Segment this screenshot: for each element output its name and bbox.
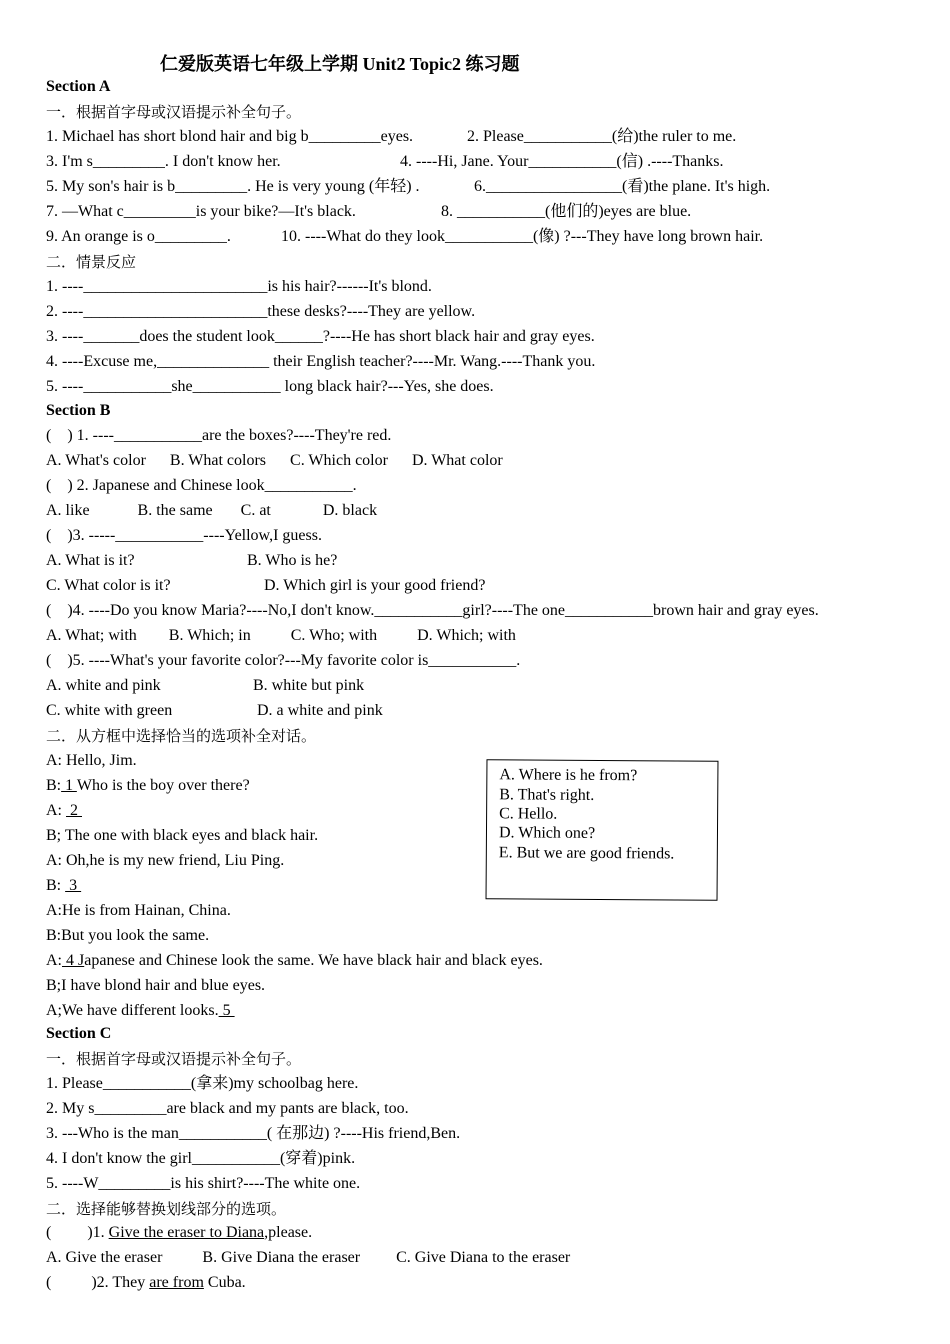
exercise-line: 9. An orange is o_________. 10. ----What do they look___________(像) ?---They have long brown hair. <box>46 228 764 245</box>
instruction: 一．根据首字母或汉语提示补全句子。 <box>46 1050 302 1068</box>
exercise-line: 5. My son's hair is b_________. He is very young (年轻) . 6._________________(看)the plane. It's high. <box>46 178 771 195</box>
section-a-heading: Section A <box>46 78 111 95</box>
options: C. What color is it? D. Which girl is your good friend? <box>46 577 486 594</box>
exercise-line: 3. ----_______does the student look______?----He has short black hair and gray eyes. <box>46 328 595 345</box>
question: ( ) 2. Japanese and Chinese look___________. <box>46 477 357 494</box>
underlined-phrase: Give the eraser to Diana <box>108 1224 265 1241</box>
box-option: B. That's right. <box>499 786 595 804</box>
instruction: 二．情景反应 <box>46 253 137 271</box>
dialogue-line: A: 4 Japanese and Chinese look the same. We have black hair and black eyes. <box>46 952 543 969</box>
blank-3: 3 <box>65 877 82 894</box>
options: A. Give the eraser B. Give Diana the eraser C. Give Diana to the eraser <box>46 1249 571 1266</box>
section-c-heading: Section C <box>46 1025 112 1042</box>
options: A. What is it? B. Who is he? <box>46 552 338 569</box>
exercise-line: 4. ----Excuse me,______________ their English teacher?----Mr. Wang.----Thank you. <box>46 353 596 370</box>
blank-5: 5 <box>218 1002 235 1019</box>
exercise-line: 5. ----W_________is his shirt?----The white one. <box>46 1175 361 1192</box>
options: A. like B. the same C. at D. black <box>46 502 378 519</box>
options: A. What's color B. What colors C. Which color D. What color <box>46 452 503 469</box>
instruction: 二．选择能够替换划线部分的选项。 <box>46 1200 287 1218</box>
instruction: 二．从方框中选择恰当的选项补全对话。 <box>46 727 317 745</box>
dialogue-line: A: 2 <box>46 802 82 819</box>
exercise-line: 2. ----_______________________these desks?----They are yellow. <box>46 303 476 320</box>
blank-1: 1 <box>61 777 77 794</box>
question: ( )3. -----___________----Yellow,I guess. <box>46 527 322 544</box>
instruction: 一．根据首字母或汉语提示补全句子。 <box>46 103 302 121</box>
blank-2: 2 <box>66 802 82 819</box>
question: ( )2. They are from Cuba. <box>46 1274 246 1291</box>
exercise-line: 3. ---Who is the man___________( 在那边) ?----His friend,Ben. <box>46 1125 461 1142</box>
options: A. What; with B. Which; in C. Who; with D. Which; with <box>46 627 516 644</box>
question: ( ) 1. ----___________are the boxes?----They're red. <box>46 427 392 444</box>
underlined-phrase: are from <box>149 1274 204 1291</box>
blank-4: 4 J <box>62 952 85 969</box>
dialogue-line: B;I have blond hair and blue eyes. <box>46 977 266 994</box>
dialogue-line: A:He is from Hainan, China. <box>46 902 231 919</box>
exercise-line: 4. I don't know the girl___________(穿着)pink. <box>46 1150 356 1167</box>
exercise-line: 2. My s_________are black and my pants are black, too. <box>46 1100 409 1117</box>
dialogue-line: B: 3 <box>46 877 82 894</box>
page-title: 仁爱版英语七年级上学期 Unit2 Topic2 练习题 <box>160 54 520 74</box>
box-option: D. Which one? <box>498 824 596 842</box>
exercise-line: 7. —What c_________is your bike?—It's black. 8. ___________(他们的)eyes are blue. <box>46 203 692 220</box>
question: ( )4. ----Do you know Maria?----No,I don't know.___________girl?----The one___________brown hair and gray eyes. <box>46 602 819 619</box>
options: A. white and pink B. white but pink <box>46 677 365 694</box>
dialogue-line: B: 1 Who is the boy over there? <box>46 777 250 794</box>
dialogue-line: A;We have different looks. 5 <box>46 1002 235 1019</box>
box-option: C. Hello. <box>499 805 558 823</box>
options: C. white with green D. a white and pink <box>46 702 383 719</box>
exercise-line: 1. ----_______________________is his hair?------It's blond. <box>46 278 432 295</box>
dialogue-line: B; The one with black eyes and black hair. <box>46 827 319 844</box>
exercise-line: 3. I'm s_________. I don't know her. 4. ----Hi, Jane. Your___________(信) .----Thanks. <box>46 153 724 170</box>
exercise-line: 1. Michael has short blond hair and big b_________eyes. 2. Please___________(给)the ruler to me. <box>46 128 737 145</box>
box-option: A. Where is he from? <box>499 766 638 785</box>
exercise-line: 5. ----___________she___________ long black hair?---Yes, she does. <box>46 378 494 395</box>
dialogue-line: A: Hello, Jim. <box>46 752 137 769</box>
exercise-line: 1. Please___________(拿来)my schoolbag here. <box>46 1075 359 1092</box>
box-option: E. But we are good friends. <box>498 844 675 863</box>
question: ( )1. Give the eraser to Diana,please. <box>46 1224 313 1241</box>
question: ( )5. ----What's your favorite color?---My favorite color is___________. <box>46 652 521 669</box>
options-box <box>486 759 719 901</box>
dialogue-line: B:But you look the same. <box>46 927 210 944</box>
dialogue-line: A: Oh,he is my new friend, Liu Ping. <box>46 852 285 869</box>
section-b-heading: Section B <box>46 402 111 419</box>
